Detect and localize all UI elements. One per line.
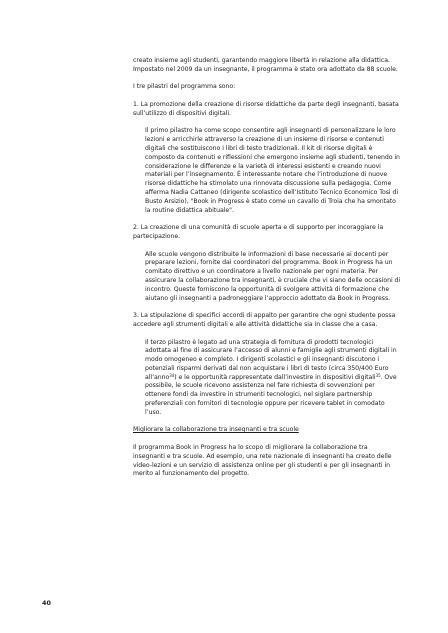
pillar-2-body: Alle scuole vengono distribuite le informazioni di base necessarie ai docenti per preparare lezioni, fornite dai coordinatori del programma. Book in Progress ha un comitato direttivo e un coordinatore a livello nazionale per ogni materia. Per assicurare la collaborazione tra insegnanti, è cruciale che vi siano delle occasioni di incontro. Queste forniscono la opportunità di svolgere attività di formazione che aiutano gli insegnanti a padroneggiare l’approccio adottato da Book in Progress. (145, 250, 401, 302)
pillar-3-body (133, 339, 401, 418)
page-number: 40 (42, 599, 51, 607)
section-heading: Migliorare la collaborazione tra insegnanti e tra scuole (133, 426, 299, 434)
pillar-3-body-part-3: . Ove possibile, le scuole ricevono assistenza nel fare richiesta di sovvenzioni per ottenere fondi da investire in strumenti tecnologici, nel siglare partnership preferenziali con fornitori di tecnologie oppure per ricevere tablet in comodato l’uso. (145, 373, 397, 416)
footnote-ref-35[interactable]: 35 (375, 372, 381, 378)
text-column (133, 57, 401, 488)
pillar-2-title: 2. La creazione di una comunità di scuole aperta e di supporto per incoraggiare la partecipazione. (133, 224, 384, 240)
pillar-3-body-part-2: ) e le opportunità rappresentate dall’investire in dispositivi digitali (174, 373, 376, 381)
intro-paragraph: creato insieme agli studenti, garantendo maggiore libertà in relazione alla didattica. Impostato nel 2009 da un insegnante, il programma è stato ora adottato da 88 scuole. (133, 57, 398, 73)
pillars-heading: I tre pilastri del programma sono: (133, 83, 236, 91)
pillar-3-body-part-1: Il terzo pilastro è legato ad una strategia di fornitura di prodotti tecnologici adottata al fine di assicurare l’accesso di alunni e famiglie agli strumenti digitali in modo omogeneo e completo. I dirigenti scolastici e gli insegnanti discutono i potenziali risparmi derivati dal non acquistare i libri di testo (circa 350/400 Euro all’anno (145, 338, 397, 381)
footnote-ref-34[interactable]: 34 (169, 372, 175, 378)
pillar-1-body: Il primo pilastro ha come scopo consentire agli insegnanti di personalizzare le loro lezioni e arricchirle attraverso la creazione di un insieme di risorse e contenuti digitali che sostituiscono i libri di testo tradizionali. Il kit di risorse digitali è composto da contenuti e riflessioni che emergono insieme agli studenti, tenendo in considerazione le differenze e la varietà di interessi esistenti e creando nuovi materiali per l’insegnamento. È interessante notare che l’introduzione di nuove risorse didattiche ha stimolato una rinnovata discussione sulla pedagogia. Come afferma Nadia Cattaneo (dirigente scolastico dell’Istituto Tecnico Economico Tosi di Busto Arsizio), "Book in Progress è stato come un cavallo di Troia che ha smontato la routine didattica abituale". (145, 127, 400, 214)
pillar-3-title: 3. La stipulazione di specifici accordi di appalto per garantire che ogni studente possa accedere agli strumenti digitali e alle attività didattiche sia in classe che a casa. (133, 312, 396, 328)
section-body: Il programma Book in Progress ha lo scopo di migliorare la collaborazione tra insegnanti e tra scuole. Ad esempio, una rete nazionale di insegnanti ha creato delle video-lezioni e un servizio di assistenza online per gli studenti e per gli insegnanti in merito al funzionamento del progetto. (133, 444, 392, 478)
pillar-1-title: 1. La promozione della creazione di risorse didattiche da parte degli insegnanti, basata sull’utilizzo di dispositivi digitali. (133, 100, 399, 117)
